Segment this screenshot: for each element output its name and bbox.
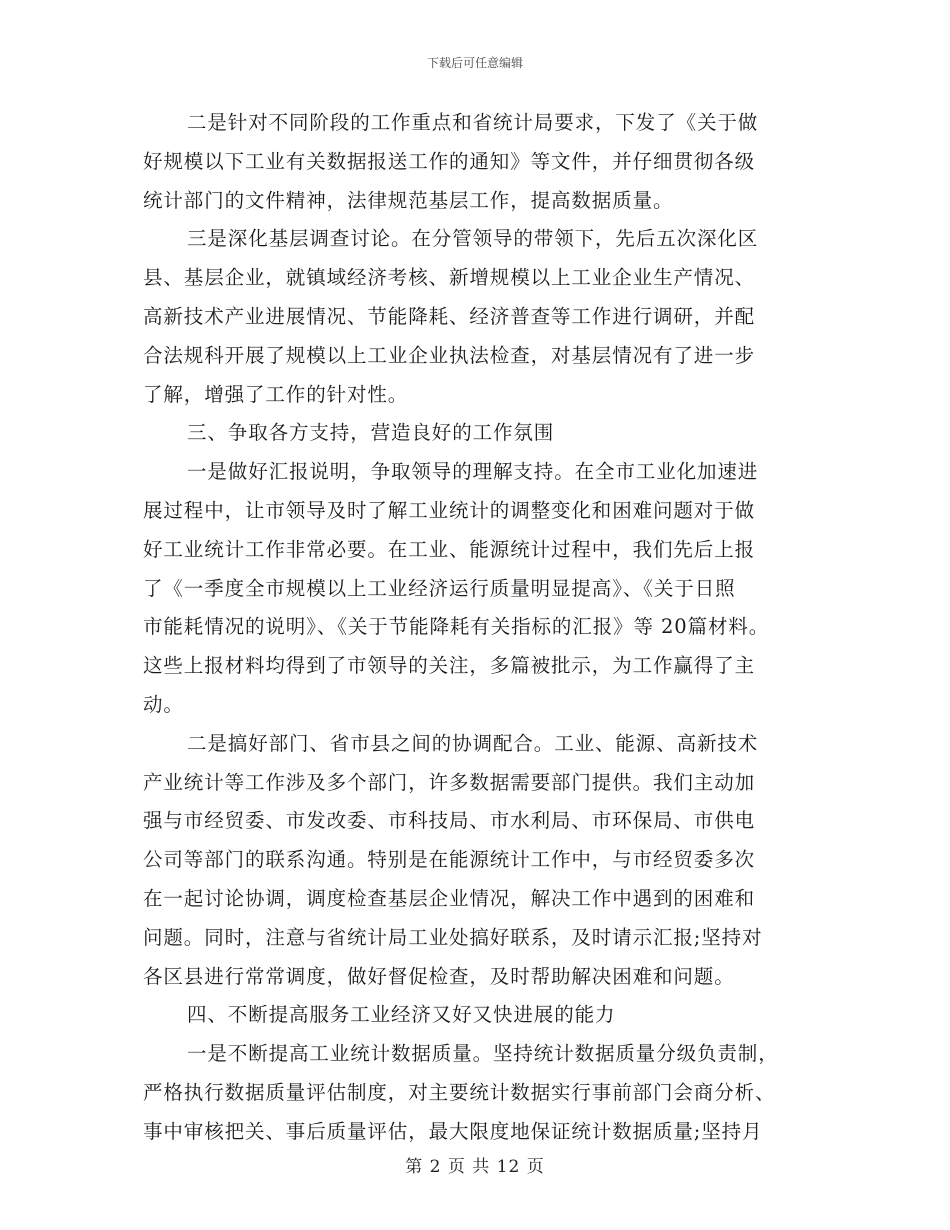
paragraph-line: 这些上报材料均得到了市领导的关注，多篇被批示，为工作赢得了主 bbox=[143, 654, 756, 678]
paragraph-line: 一是做好汇报说明，争取领导的理解支持。在全市工业化加速进 bbox=[187, 460, 759, 484]
paragraph-line: 了《一季度全市规模以上工业经济运行质量明显提高》、《关于日照 bbox=[143, 576, 736, 600]
paragraph-line: 县、基层企业，就镇域经济考核、新增规模以上工业企业生产情况、 bbox=[143, 266, 756, 290]
paragraph-line: 三是深化基层调查讨论。在分管领导的带领下，先后五次深化区 bbox=[187, 227, 759, 251]
paragraph-line: 合法规科开展了规模以上工业企业执法检查，对基层情况有了进一步 bbox=[143, 343, 756, 367]
paragraph-line: 好规模以下工业有关数据报送工作的通知》等文件，并仔细贯彻各级 bbox=[143, 149, 756, 173]
section-heading: 三、争取各方支持，营造良好的工作氛围 bbox=[187, 421, 555, 445]
section-heading: 四、不断提高服务工业经济又好又快进展的能力 bbox=[187, 1003, 616, 1027]
paragraph-line: 高新技术产业进展情况、节能降耗、经济普查等工作进行调研，并配 bbox=[143, 304, 756, 328]
paragraph-line: 在一起讨论协调，调度检查基层企业情况，解决工作中遇到的困难和 bbox=[143, 886, 756, 910]
paragraph-line: 好工业统计工作非常必要。在工业、能源统计过程中，我们先后上报 bbox=[143, 537, 756, 561]
paragraph-line: 市能耗情况的说明》、《关于节能降耗有关指标的汇报》等 20篇材料。 bbox=[143, 615, 770, 639]
paragraph-line: 各区县进行常常调度，做好督促检查，及时帮助解决困难和问题。 bbox=[143, 964, 735, 988]
paragraph-line: 二是搞好部门、省市县之间的协调配合。工业、能源、高新技术 bbox=[187, 731, 759, 755]
paragraph-line: 问题。同时，注意与省统计局工业处搞好联系，及时请示汇报;坚持对 bbox=[143, 925, 763, 949]
paragraph-line: 展过程中，让市领导及时了解工业统计的调整变化和困难问题对于做 bbox=[143, 498, 756, 522]
paragraph-line: 公司等部门的联系沟通。特别是在能源统计工作中，与市经贸委多次 bbox=[143, 848, 756, 872]
paragraph-line: 事中审核把关、事后质量评估，最大限度地保证统计数据质量;坚持月 bbox=[143, 1119, 763, 1143]
paragraph-line: 二是针对不同阶段的工作重点和省统计局要求，下发了《关于做 bbox=[187, 111, 759, 134]
document-body bbox=[143, 104, 823, 1152]
paragraph-line: 产业统计等工作涉及多个部门，许多数据需要部门提供。我们主动加 bbox=[143, 770, 756, 794]
page-number: 第 2 页 共 12 页 bbox=[405, 1157, 545, 1177]
paragraph-line: 动。 bbox=[143, 692, 184, 716]
paragraph-line: 强与市经贸委、市发改委、市科技局、市水利局、市环保局、市供电 bbox=[143, 809, 756, 833]
paragraph-line: 了解，增强了工作的针对性。 bbox=[143, 382, 409, 406]
header-note: 下载后可任意编辑 bbox=[426, 56, 523, 70]
paragraph-line: 一是不断提高工业统计数据质量。坚持统计数据质量分级负责制， bbox=[187, 1042, 779, 1066]
paragraph-line: 统计部门的文件精神，法律规范基层工作，提高数据质量。 bbox=[143, 188, 674, 212]
paragraph-line: 严格执行数据质量评估制度，对主要统计数据实行事前部门会商分析、 bbox=[143, 1080, 776, 1104]
